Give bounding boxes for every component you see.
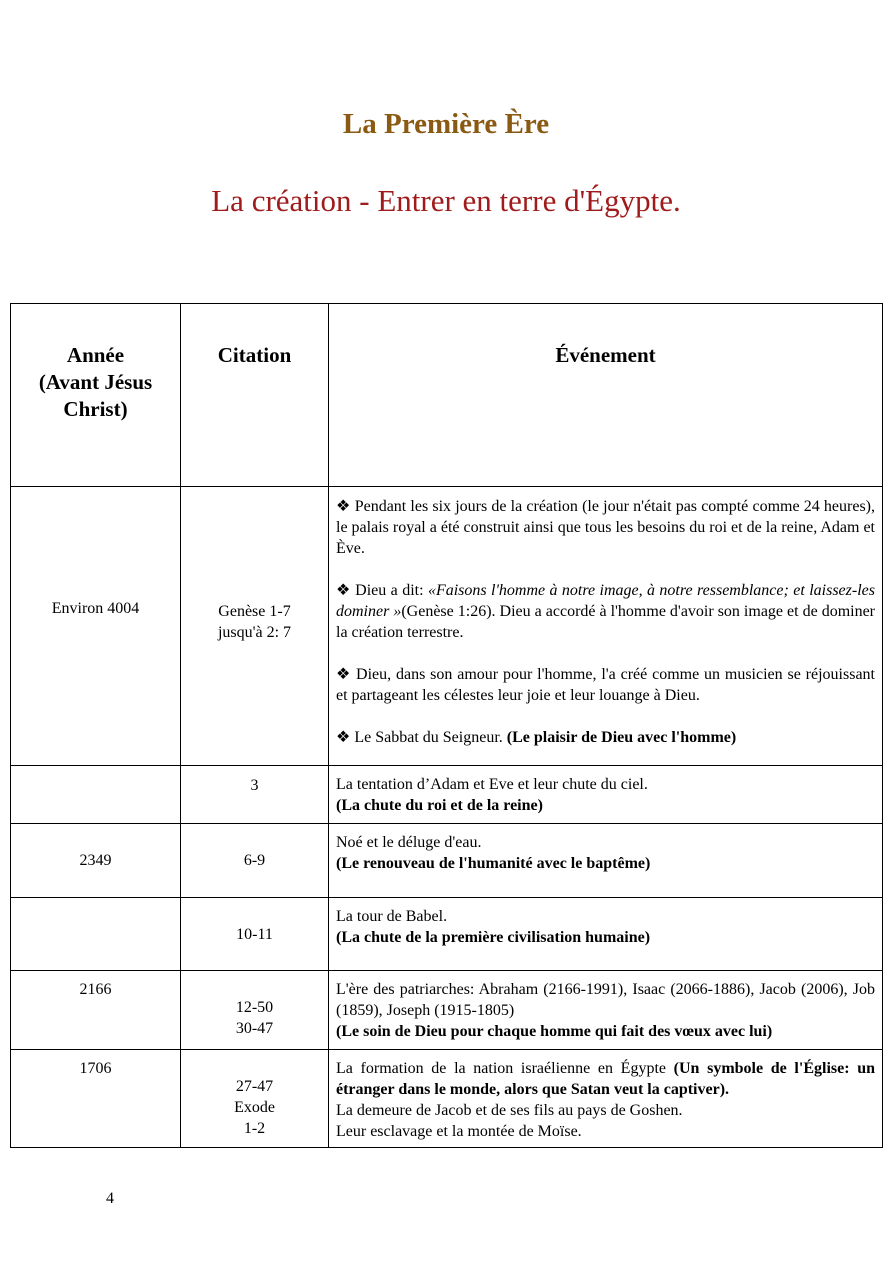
year-cell <box>11 487 181 766</box>
event-text: L'ère des patriarches: Abraham (2166-1991), Isaac (2066-1886), Jacob (2006), Job (1859), Joseph (1915-1805) <box>336 981 875 1019</box>
event-cell <box>329 766 883 824</box>
year-value: Environ 4004 <box>51 600 140 617</box>
header-event: Événement <box>329 304 883 487</box>
event-cell <box>329 824 883 898</box>
citation-line: 3 <box>250 777 259 794</box>
event-text: ❖ Le Sabbat du Seigneur. <box>336 729 507 746</box>
citation-line: jusqu'à 2: 7 <box>217 624 292 641</box>
citation-line: Genèse 1-7 <box>218 603 291 620</box>
year-value: 2166 <box>79 981 112 998</box>
event-emphasis: (Le renouveau de l'humanité avec le baptême) <box>336 855 651 872</box>
event-emphasis: (La chute de la première civilisation humaine) <box>336 929 651 946</box>
event-text: La demeure de Jacob et de ses fils au pays de Goshen. <box>336 1102 683 1119</box>
event-emphasis: (Le plaisir de Dieu avec l'homme) <box>506 729 737 746</box>
citation-cell <box>181 971 329 1050</box>
event-paragraph <box>336 727 875 748</box>
event-text: La tour de Babel. <box>336 908 448 925</box>
event-text: La formation de la nation israélienne en Égypte <box>336 1060 674 1077</box>
table-row <box>11 487 883 766</box>
header-year-line: (Avant Jésus <box>38 370 153 394</box>
citation-cell <box>181 898 329 971</box>
year-value: 1706 <box>79 1060 112 1077</box>
table-row <box>11 766 883 824</box>
page-title: La Première Ère <box>342 108 550 140</box>
citation-cell <box>181 824 329 898</box>
table-row <box>11 1050 883 1148</box>
event-text: (Genèse 1:26). Dieu a accordé à l'homme d'avoir son image et de dominer la création terrestre. <box>336 603 876 641</box>
citation-line: 12-50 <box>235 999 274 1016</box>
event-emphasis: (Le soin de Dieu pour chaque homme qui fait des vœux avec lui) <box>336 1023 773 1040</box>
year-cell <box>11 766 181 824</box>
citation-cell <box>181 487 329 766</box>
event-cell <box>329 971 883 1050</box>
header-year-line: Année <box>66 343 125 367</box>
event-emphasis: (La chute du roi et de la reine) <box>336 797 543 814</box>
header-year <box>11 304 181 487</box>
table-row <box>11 824 883 898</box>
table-row <box>11 971 883 1050</box>
event-paragraph <box>336 580 875 643</box>
year-value: 2349 <box>79 852 112 869</box>
citation-line: 30-47 <box>235 1020 274 1037</box>
citation-cell <box>181 1050 329 1148</box>
event-cell <box>329 487 883 766</box>
citation-line: 10-11 <box>236 926 273 943</box>
citation-line: 1-2 <box>243 1120 266 1137</box>
table-header-row <box>11 304 883 487</box>
citation-line: 6-9 <box>243 852 266 869</box>
event-paragraph: ❖ Pendant les six jours de la création (le jour n'était pas compté comme 24 heures), le palais royal a été construit ainsi que tous les besoins du roi et de la reine, Adam et Ève. <box>336 498 875 557</box>
year-cell <box>11 971 181 1050</box>
event-cell <box>329 898 883 971</box>
citation-line: 27-47 <box>235 1078 274 1095</box>
event-text: Leur esclavage et la montée de Moïse. <box>336 1123 582 1140</box>
year-cell <box>11 824 181 898</box>
event-emphasis: (Un symbole de l'Église: un étranger dans le monde, alors que Satan veut la captiver). <box>336 1060 876 1098</box>
page-subtitle: La création - Entrer en terre d'Égypte. <box>211 183 681 218</box>
event-paragraph: ❖ Dieu, dans son amour pour l'homme, l'a créé comme un musicien se réjouissant et partageant les célestes leur joie et leur louange à Dieu. <box>336 666 875 704</box>
event-text: Noé et le déluge d'eau. <box>336 834 482 851</box>
table-row <box>11 898 883 971</box>
header-year-line: Christ) <box>63 397 128 421</box>
header-citation: Citation <box>181 304 329 487</box>
year-cell <box>11 898 181 971</box>
year-cell <box>11 1050 181 1148</box>
event-quote: «Faisons l'homme à notre image, à notre ressemblance; et laissez-les dominer » <box>336 582 875 620</box>
page-number: 4 <box>106 1190 114 1207</box>
event-text: La tentation d’Adam et Eve et leur chute du ciel. <box>336 776 648 793</box>
timeline-table <box>10 303 883 1148</box>
citation-cell <box>181 766 329 824</box>
event-text: ❖ Dieu a dit: <box>336 582 428 599</box>
event-cell <box>329 1050 883 1148</box>
citation-line: Exode <box>234 1099 275 1116</box>
